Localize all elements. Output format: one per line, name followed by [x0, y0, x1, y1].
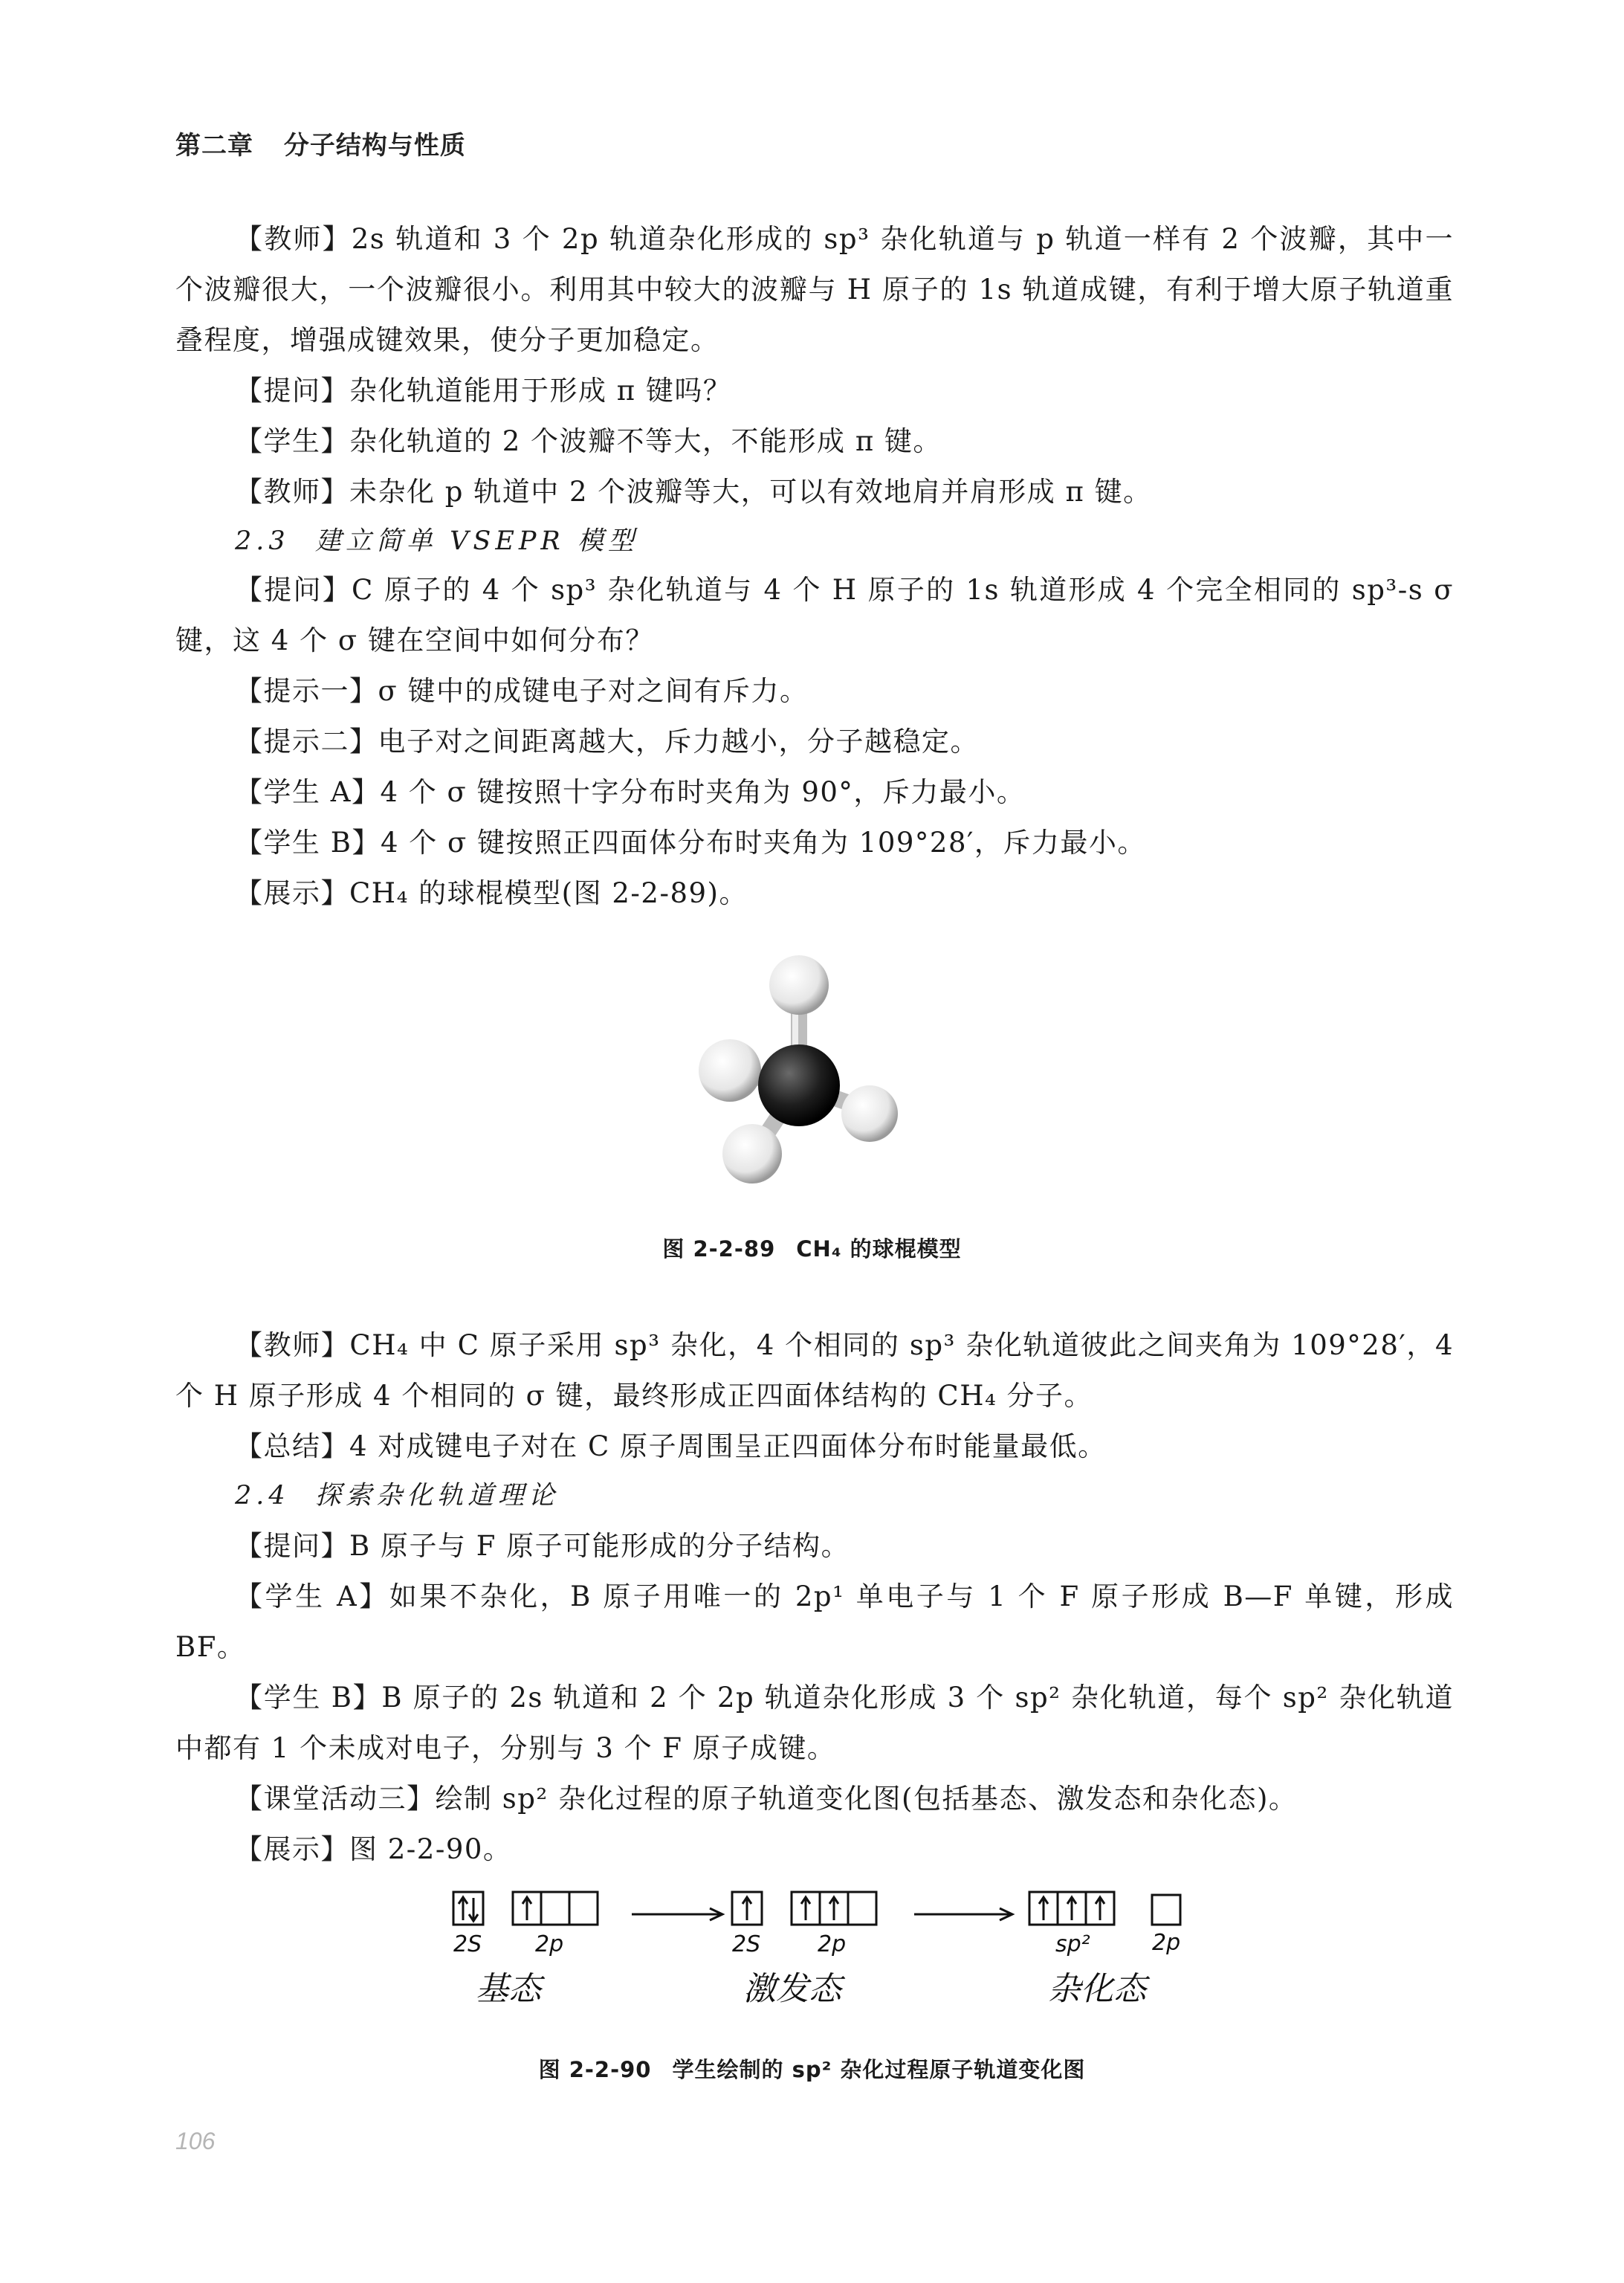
chapter-number: 第二章	[175, 131, 253, 161]
label-excited-2p: 2p	[818, 1931, 847, 1957]
paragraph-summary: 【总结】4 对成键电子对在 C 原子周围呈正四面体分布时能量最低。	[235, 1430, 1107, 1462]
paragraph-student-b-2: 【学生 B】B 原子的 2s 轨道和 2 个 2p 轨道杂化形成 3 个 sp² 杂化轨道，每个 sp² 杂化轨道中都有 1 个未成对电子，分别与 3 个 F 原子成键。	[175, 1682, 1454, 1764]
paragraph-student-1: 【学生】杂化轨道的 2 个波瓣不等大，不能形成 π 键。	[235, 425, 942, 457]
label-ground-2s: 2S	[453, 1931, 482, 1957]
running-header	[175, 125, 487, 161]
label-hybrid-sp2: sp²	[1055, 1931, 1090, 1957]
label-excited-state: 激发态	[743, 1970, 841, 2008]
label-ground-state: 基态	[476, 1970, 541, 2008]
paragraph-student-a-1: 【学生 A】4 个 σ 键按照十字分布时夹角为 90°，斥力最小。	[235, 776, 1026, 808]
paragraph-hint-2: 【提示二】电子对之间距离越大，斥力越小，分子越稳定。	[235, 726, 979, 758]
hydrogen-atom-bottom	[722, 1124, 782, 1184]
paragraph-show-2: 【展示】图 2-2-90。	[235, 1833, 512, 1865]
paragraph-question-2: 【提问】C 原子的 4 个 sp³ 杂化轨道与 4 个 H 原子的 1s 轨道形成 4 个完全相同的 sp³-s σ 键，这 4 个 σ 键在空间中如何分布？	[175, 574, 1454, 656]
sp2-orbital-diagram	[446, 1877, 1204, 2026]
paragraph-question-3: 【提问】B 原子与 F 原子可能形成的分子结构。	[235, 1530, 850, 1562]
paragraph-hint-1: 【提示一】σ 键中的成键电子对之间有斥力。	[235, 675, 809, 707]
hydrogen-atom-left	[699, 1039, 761, 1102]
carbon-atom	[758, 1044, 840, 1126]
paragraph-teacher-2: 【教师】未杂化 p 轨道中 2 个波瓣等大，可以有效地肩并肩形成 π 键。	[235, 476, 1152, 508]
ch4-ball-stick-model	[684, 929, 951, 1212]
label-ground-2p: 2p	[535, 1931, 564, 1957]
chapter-title: 分子结构与性质	[283, 131, 466, 161]
label-excited-2s: 2S	[732, 1931, 761, 1957]
label-hybrid-2p: 2p	[1152, 1930, 1181, 1956]
page-number: 106	[175, 2128, 216, 2154]
paragraph-teacher-1: 【教师】2s 轨道和 3 个 2p 轨道杂化形成的 sp³ 杂化轨道与 p 轨道一样有 2 个波瓣，其中一个波瓣很大，一个波瓣很小。利用其中较大的波瓣与 H 原子的 1s 轨道成键，有利于增大原子轨道重叠程度，增强成键效果，使分子更加稳定。	[175, 223, 1454, 356]
paragraph-student-a-2: 【学生 A】如果不杂化，B 原子用唯一的 2p¹ 单电子与 1 个 F 原子形成 B—F 单键，形成 BF。	[175, 1580, 1454, 1663]
hydrogen-atom-right	[841, 1085, 898, 1142]
paragraph-student-b-1: 【学生 B】4 个 σ 键按照正四面体分布时夹角为 109°28′，斥力最小。	[235, 827, 1146, 859]
paragraph-activity-3: 【课堂活动三】绘制 sp² 杂化过程的原子轨道变化图(包括基态、激发态和杂化态)。	[235, 1783, 1298, 1815]
paragraph-show-1: 【展示】CH₄ 的球棍模型(图 2-2-89)。	[235, 877, 748, 909]
hydrogen-atom-top	[769, 955, 829, 1015]
label-hybrid-state: 杂化态	[1048, 1970, 1146, 2008]
paragraph-question-1: 【提问】杂化轨道能用于形成 π 键吗？	[235, 375, 732, 407]
figure-89-caption: 图 2-2-89 CH₄ 的球棍模型	[662, 1236, 962, 1262]
paragraph-teacher-3: 【教师】CH₄ 中 C 原子采用 sp³ 杂化，4 个相同的 sp³ 杂化轨道彼此之间夹角为 109°28′，4 个 H 原子形成 4 个相同的 σ 键，最终形成正四面体结构的 CH₄ 分子。	[175, 1329, 1454, 1412]
section-heading-2-4: 2.4 探索杂化轨道理论	[235, 1481, 559, 1511]
figure-90-caption: 图 2-2-90 学生绘制的 sp² 杂化过程原子轨道变化图	[538, 2057, 1086, 2082]
section-heading-2-3: 2.3 建立简单 VSEPR 模型	[235, 526, 638, 556]
